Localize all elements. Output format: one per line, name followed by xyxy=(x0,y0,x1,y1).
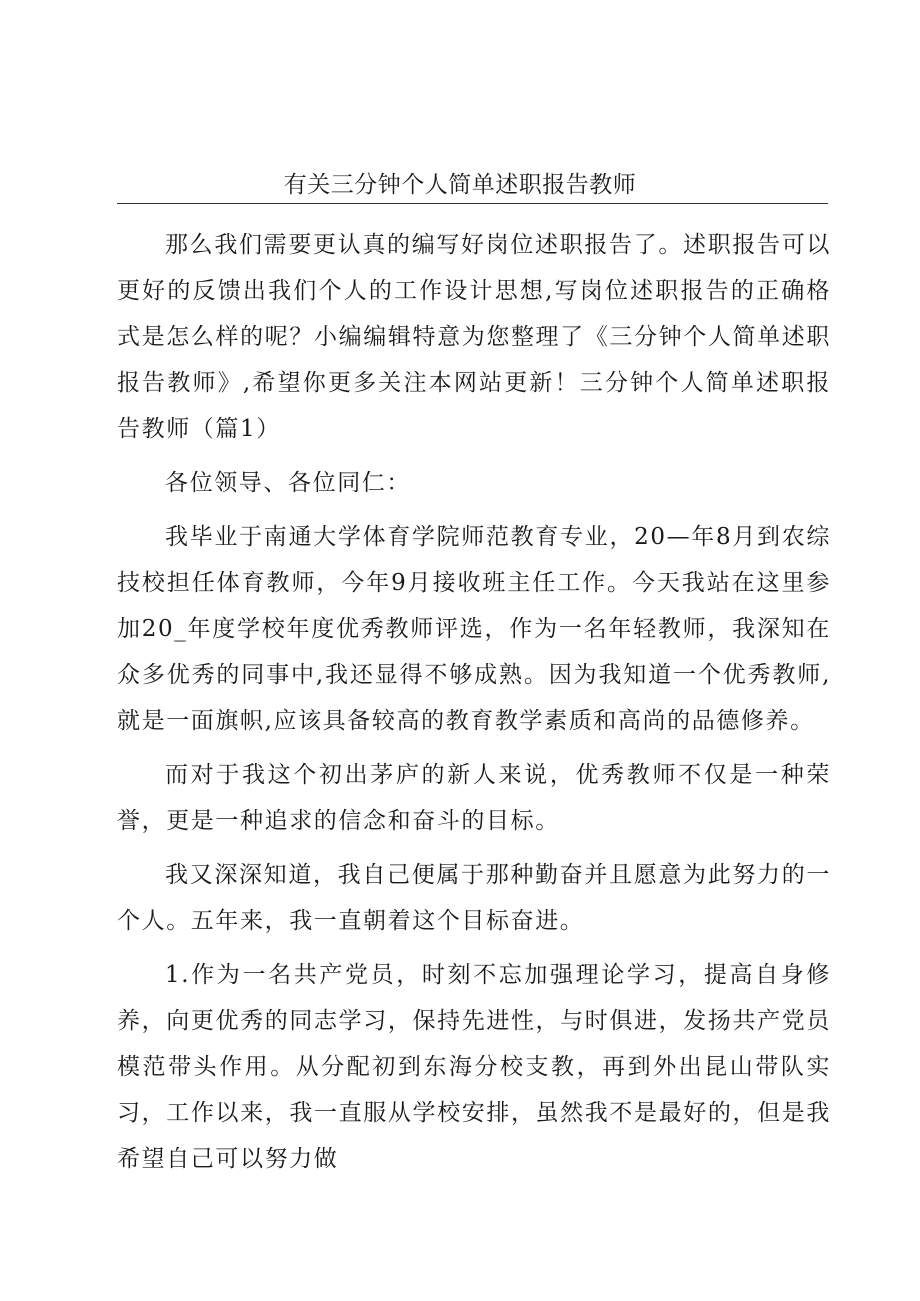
document-body xyxy=(117,222,831,1182)
paragraph-salutation: 各位领导、各位同仁： xyxy=(165,470,411,496)
paragraph-point-1: 1.作为一名共产党员，时刻不忘加强理论学习，提高自身修养，向更优秀的同志学习，保持先进性，与时俱进，发扬共产党员模范带头作用。从分配初到东海分校支教，再到外出昆山带队实习，工作以来，我一直服从学校安排，虽然我不是最好的，但是我希望自己可以努力做 xyxy=(117,962,831,1172)
paragraph-diligence: 我又深深知道，我自己便属于那种勤奋并且愿意为此努力的一个人。五年来，我一直朝着这个目标奋进。 xyxy=(117,862,831,934)
paragraph-honor: 而对于我这个初出茅庐的新人来说，优秀教师不仅是一种荣誉，更是一种追求的信念和奋斗的目标。 xyxy=(117,762,831,834)
document-title: 有关三分钟个人简单述职报告教师 xyxy=(283,172,637,198)
paragraph-background: 我毕业于南通大学体育学院师范教育专业，20—年8月到农综技校担任体育教师，今年9月接收班主任工作。今天我站在这里参加20_年度学校年度优秀教师评选，作为一名年轻教师，我深知在众多优秀的同事中,我还显得不够成熟。因为我知道一个优秀教师,就是一面旗帜,应该具备较高的教育教学素质和高尚的品德修养。 xyxy=(117,524,831,734)
title-underline xyxy=(117,203,828,204)
paragraph-intro: 那么我们需要更认真的编写好岗位述职报告了。述职报告可以更好的反馈出我们个人的工作设计思想,写岗位述职报告的正确格式是怎么样的呢？小编编辑特意为您整理了《三分钟个人简单述职报告教师》,希望你更多关注本网站更新！三分钟个人简单述职报告教师（篇1） xyxy=(117,232,831,442)
